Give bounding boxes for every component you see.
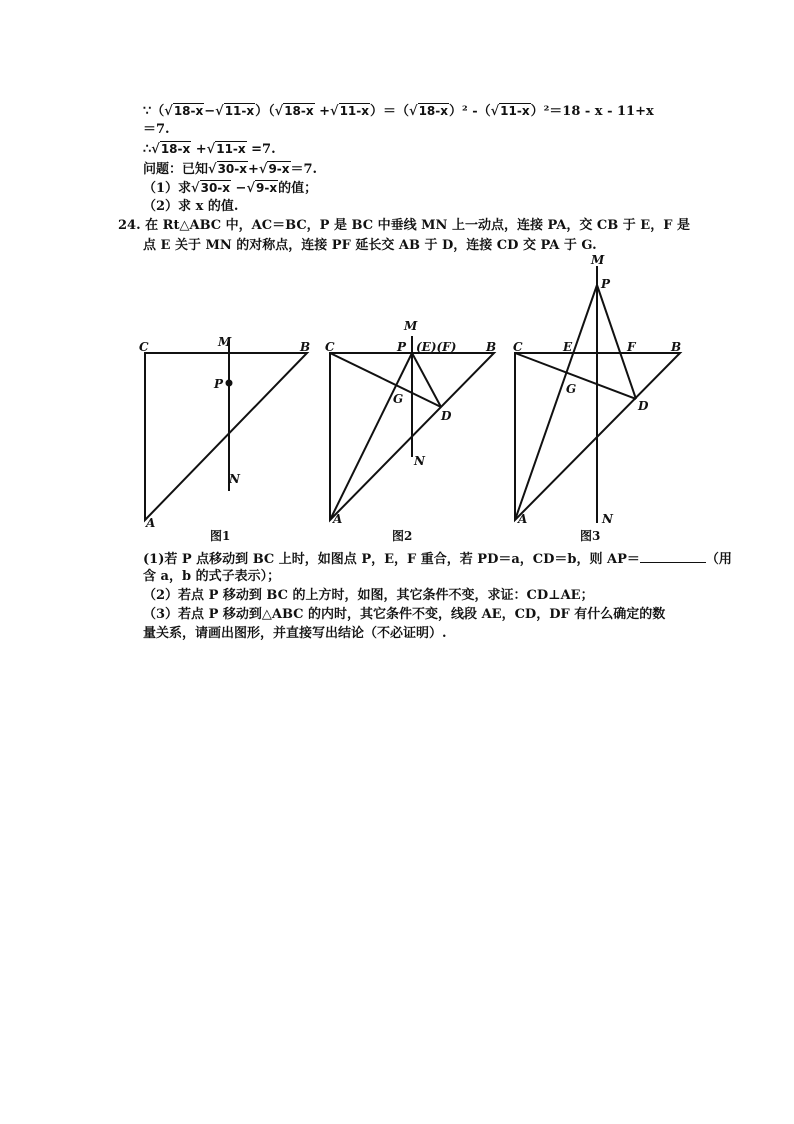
equation-line-2: ∴√18-x +√11-x =7. <box>143 142 276 157</box>
label-c-3: C <box>513 340 523 354</box>
label-n-2: N <box>414 454 425 468</box>
label-c-1: C <box>139 340 149 354</box>
equation-line-1-cont: ＝7. <box>143 122 170 137</box>
point-p-1 <box>227 381 232 386</box>
label-g-3: G <box>566 382 577 396</box>
label-n-3: N <box>602 512 613 526</box>
label-b-1: B <box>300 340 311 354</box>
label-a-3: A <box>518 512 528 526</box>
question-statement: 问题：已知√30-x+√9-x＝7. <box>143 162 318 177</box>
label-b-3: B <box>671 340 682 354</box>
problem-24-line-1: 24. 在 Rt△ABC 中，AC＝BC，P 是 BC 中垂线 MN 上一动点，连接 PA，交 CB 于 E，F 是 <box>118 218 690 233</box>
label-a-2: A <box>333 512 343 526</box>
caption-fig2: 图2 <box>392 529 413 543</box>
problem-number: 24. <box>118 218 141 233</box>
caption-fig3: 图3 <box>580 529 601 543</box>
label-g-2: G <box>393 392 404 406</box>
label-f-3: F <box>627 340 636 354</box>
label-d-2: D <box>441 409 452 423</box>
triangle-abc-1 <box>145 353 307 520</box>
label-p-2: P <box>397 340 407 354</box>
sub-question-3-line-1: （3）若点 P 移动到△ABC 的内时，其它条件不变，线段 AE，CD，DF 有什么确定的数 <box>143 607 666 622</box>
label-m-1: M <box>218 335 232 349</box>
sub-question-2: （2）若点 P 移动到 BC 的上方时，如图，其它条件不变，求证：CD⊥AE； <box>143 588 594 603</box>
label-b-2: B <box>486 340 497 354</box>
label-p-3: P <box>601 277 611 291</box>
figure-1 <box>145 340 307 520</box>
label-ef-2: (E)(F) <box>416 340 457 354</box>
question-part-1: （1）求√30-x −√9-x的值； <box>143 181 318 196</box>
answer-blank[interactable] <box>640 550 706 563</box>
label-m-3: M <box>591 253 605 267</box>
problem-24-line-2: 点 E 关于 MN 的对称点，连接 PF 延长交 AB 于 D，连接 CD 交 PA 于 G. <box>143 238 597 253</box>
figures-svg <box>0 250 794 550</box>
sub-question-3-line-2: 量关系，请画出图形，并直接写出结论（不必证明）. <box>143 626 447 641</box>
line-cd-2 <box>330 353 441 407</box>
sub-question-1-line-2: 含 a，b 的式子表示）； <box>143 569 281 584</box>
label-m-2: M <box>404 319 418 333</box>
label-p-1: P <box>214 377 224 391</box>
label-n-1: N <box>229 472 240 486</box>
label-e-3: E <box>563 340 573 354</box>
label-d-3: D <box>638 399 649 413</box>
caption-fig1: 图1 <box>210 529 231 543</box>
line-pa-2 <box>330 353 412 520</box>
equation-line-1: ∵（√18-x−√11-x）（√18-x +√11-x）＝（√18-x）² -（√11-x）²＝18 - x - 11+x <box>143 104 654 119</box>
question-part-2: （2）求 x 的值. <box>143 199 239 214</box>
sub-question-1-line-1: (1)若 P 点移动到 BC 上时，如图点 P，E，F 重合，若 PD＝a，CD＝b，则 AP＝ （用 <box>143 552 732 567</box>
label-a-1: A <box>146 516 156 530</box>
figure-2 <box>330 336 497 520</box>
label-c-2: C <box>325 340 335 354</box>
line-pa-3 <box>515 285 597 520</box>
figure-3 <box>515 266 680 523</box>
